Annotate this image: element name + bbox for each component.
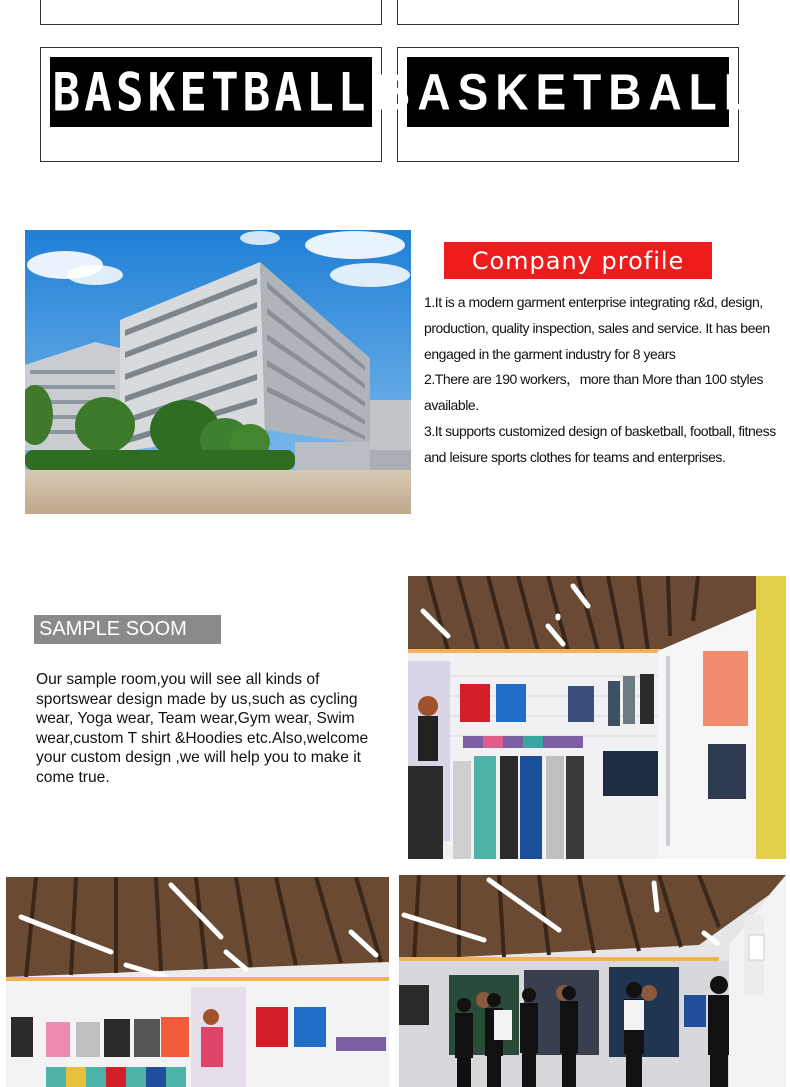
font-sample-text: BASKETBALL (52, 60, 370, 124)
font-sample-box-left (40, 47, 382, 162)
font-sample-bar (50, 57, 372, 127)
factory-building-photo (25, 230, 411, 514)
sample-room-description: Our sample room,you will see all kinds of sportswear design made by us,such as cycling wear, Yoga wear, Team wear,Gym wear, Swim wear,custom T shirt &Hoodies etc.Also,welcome your custom design ,we will help you to make it come true. (36, 671, 369, 786)
company-profile-text (424, 290, 786, 471)
company-profile-title: Company profile (444, 242, 712, 279)
showroom-photo-3 (399, 875, 786, 1087)
showroom-photo-2 (6, 877, 389, 1087)
font-sample-box-top-left (40, 0, 382, 25)
company-profile-paragraph-1: 1.It is a modern garment enterprise integrating r&d, design, production, quality inspection, sales and service. It has been engaged in the garment industry for 8 years (424, 294, 770, 362)
showroom-photo-1 (408, 576, 786, 859)
font-sample-bar (377, 57, 759, 127)
font-sample-box-right (377, 47, 759, 162)
font-sample-box-top-right (397, 0, 739, 25)
company-profile-paragraph-2: 2.There are 190 workers，more than More than 100 styles available. (424, 371, 764, 414)
company-profile-paragraph-3: 3.It supports customized design of basketball, football, fitness and leisure sports clothes for teams and enterprises. (424, 422, 776, 465)
font-sample-text: BASKETBALL (377, 63, 759, 121)
sample-room-title: SAMPLE SOOM (34, 615, 221, 644)
